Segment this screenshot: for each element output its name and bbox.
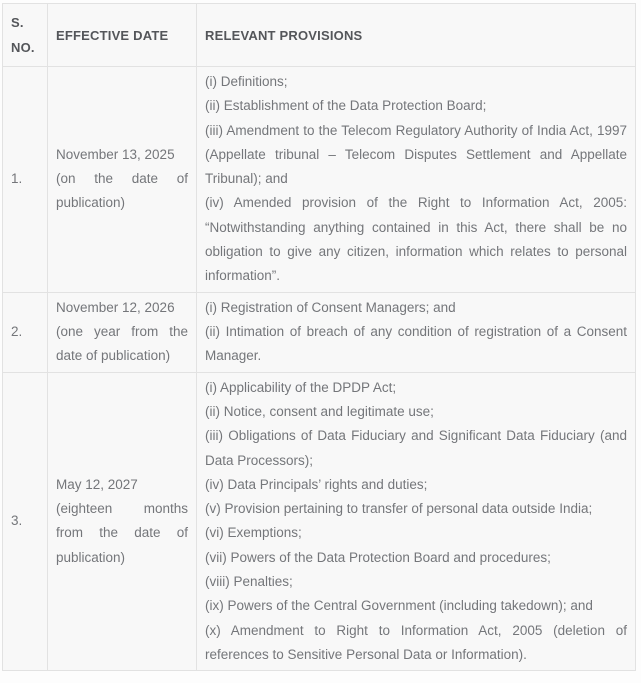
provision-item: (iv) Amended provision of the Right to Information Act, 2005: “Notwithstanding anything contained in this Act, there shall be no obligation to give any citizen, information which relates to personal information”. <box>205 195 627 284</box>
header-relevant-provisions: RELEVANT PROVISIONS <box>197 4 636 67</box>
provision-item: (ix) Powers of the Central Government (including takedown); and <box>205 598 593 614</box>
provision-item: (v) Provision pertaining to transfer of personal data outside India; <box>205 501 593 517</box>
provision-item: (x) Amendment to Right to Information Act, 2005 (deletion of references to Sensitive Personal Data or Information). <box>205 622 627 662</box>
provision-item: (ii) Notice, consent and legitimate use; <box>205 403 434 419</box>
effective-dates-table <box>2 3 636 671</box>
provision-item: (ii) Intimation of breach of any condition of registration of a Consent Manager. <box>205 324 627 364</box>
effective-date-note: (eighteen months from the date of publication) <box>56 501 188 565</box>
provision-item: (ii) Establishment of the Data Protection Board; <box>205 98 487 114</box>
provision-item: (i) Definitions; <box>205 74 288 89</box>
provision-item: (iii) Obligations of Data Fiduciary and Significant Data Fiduciary (and Data Processors); <box>205 428 627 468</box>
sno-cell: 2. <box>3 292 48 372</box>
provision-item: (i) Registration of Consent Managers; and <box>205 299 456 315</box>
provision-item: (viii) Penalties; <box>205 574 293 590</box>
effective-date: May 12, 2027 <box>56 476 138 492</box>
table-row <box>3 372 636 671</box>
effective-date-note: (one year from the date of publication) <box>56 324 188 364</box>
provisions-cell <box>197 292 636 372</box>
provision-item: (i) Applicability of the DPDP Act; <box>205 379 397 395</box>
table-row <box>3 292 636 372</box>
effective-date: November 12, 2026 <box>56 299 175 315</box>
provision-item: (vii) Powers of the Data Protection Board and procedures; <box>205 549 551 565</box>
provisions-cell <box>197 372 636 671</box>
table-header-row <box>3 4 636 67</box>
effective-date-cell <box>48 292 197 372</box>
provision-item: (iii) Amendment to the Telecom Regulatory Authority of India Act, 1997 (Appellate tribunal – Telecom Disputes Settlement and Appellate Tribunal); and <box>205 122 627 187</box>
provision-item: (vi) Exemptions; <box>205 525 302 541</box>
provisions-cell <box>197 67 636 293</box>
effective-date-cell <box>48 372 197 671</box>
effective-date: November 13, 2025 <box>56 146 175 162</box>
header-effective-date: EFFECTIVE DATE <box>48 4 197 67</box>
header-sno: S. NO. <box>3 4 48 67</box>
effective-date-cell <box>48 67 197 293</box>
sno-cell: 1. <box>3 67 48 293</box>
table-row <box>3 67 636 293</box>
effective-date-note: (on the date of publication) <box>56 171 188 211</box>
provision-item: (iv) Data Principals’ rights and duties; <box>205 476 428 492</box>
sno-cell: 3. <box>3 372 48 671</box>
